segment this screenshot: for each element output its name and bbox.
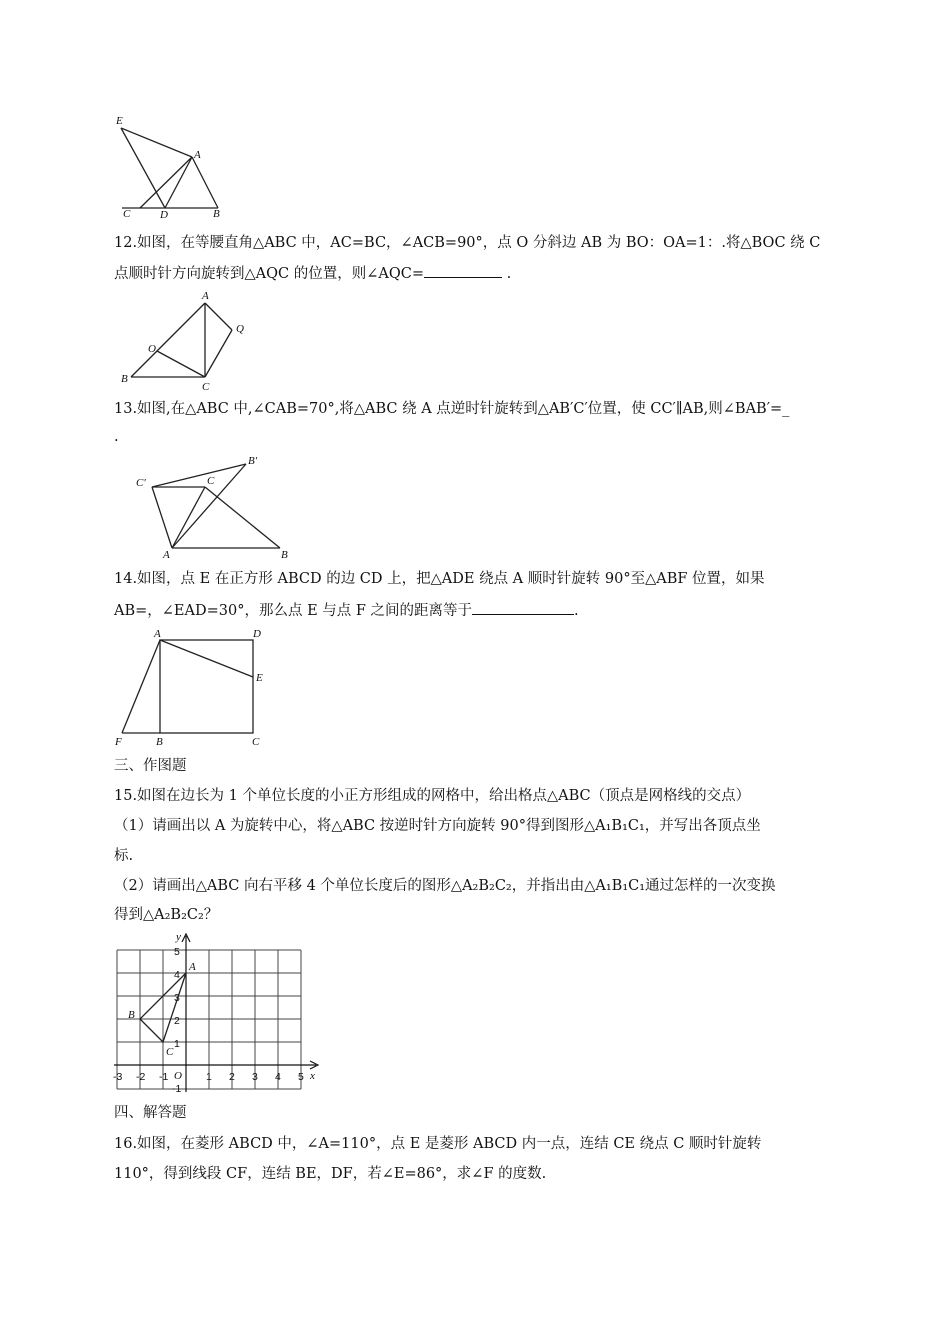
q15-x-tick-neg3: -3 <box>113 1071 123 1083</box>
q15-label-a: A <box>189 961 196 973</box>
q15-y-tick-neg1: -1 <box>172 1083 182 1095</box>
section-3-heading: 三、作图题 <box>114 758 187 774</box>
fig14-label-d: D <box>253 628 261 640</box>
fig13-label-c: C <box>207 475 215 487</box>
fig12-label-o: O <box>148 343 156 355</box>
q15-x-tick-neg2: -2 <box>136 1071 146 1083</box>
q15-y-tick-4: 4 <box>174 969 180 981</box>
q15-line1: 15.如图在边长为 1 个单位长度的小正方形组成的网格中，给出格点△ABC（顶点是网格线的交点） <box>114 788 751 804</box>
q16-line1: 16.如图，在菱形 ABCD 中，∠A=110°，点 E 是菱形 ABCD 内一点，连结 CE 绕点 C 顺时针旋转 <box>114 1136 762 1152</box>
fig12-label-b: B <box>121 373 128 385</box>
q15-origin-label: O <box>174 1070 182 1082</box>
q13-line2: . <box>114 429 119 445</box>
fig14-label-a: A <box>154 628 161 640</box>
q14-line2-text: AB=，∠EAD=30°，那么点 E 与点 F 之间的距离等于 <box>114 603 473 619</box>
q15-x-tick-3: 3 <box>252 1071 258 1083</box>
q15-axis-y-label: y <box>176 931 181 943</box>
q15-x-tick-2: 2 <box>229 1071 235 1083</box>
q14-line1: 14.如图，点 E 在正方形 ABCD 的边 CD 上，把△ADE 绕点 A 顺时针旋转 90°至△ABF 位置，如果 <box>114 571 765 587</box>
q15-line4: （2）请画出△ABC 向右平移 4 个单位长度后的图形△A₂B₂C₂，并指出由△A₁B₁C₁通过怎样的一次变换 <box>114 878 776 894</box>
fig13-label-b: B <box>281 549 288 561</box>
fig14-label-b: B <box>156 736 163 748</box>
fig13-label-a: A <box>163 549 170 561</box>
q15-y-tick-2: 2 <box>174 1015 180 1027</box>
fig12-label-q: Q <box>236 323 244 335</box>
q15-axis-x-label: x <box>310 1070 315 1082</box>
fig11-label-a: A <box>194 149 201 161</box>
q15-x-tick-1: 1 <box>206 1071 212 1083</box>
fig13-label-c-prime: C′ <box>136 477 146 489</box>
fig14-label-e: E <box>256 672 263 684</box>
q15-y-tick-3: 3 <box>174 992 180 1004</box>
q12-line2-end: . <box>506 266 512 282</box>
q12-line1: 12.如图，在等腰直角△ABC 中，AC=BC，∠ACB=90°，点 O 分斜边 AB 为 BO：OA=1：.将△BOC 绕 C <box>114 235 821 251</box>
q14-line2-end: . <box>574 603 579 619</box>
fig11-label-d: D <box>160 209 168 221</box>
fig11-label-c: C <box>123 208 131 220</box>
q15-label-c: C <box>166 1046 174 1058</box>
q12-line2-text: 点顺时针方向旋转到△AQC 的位置，则∠AQC= <box>114 266 424 282</box>
q15-line2: （1）请画出以 A 为旋转中心，将△ABC 按逆时针方向旋转 90°得到图形△A₁B₁C₁，并写出各顶点坐 <box>114 818 761 834</box>
q15-x-tick-5: 5 <box>298 1071 304 1083</box>
fig13-label-b-prime: B′ <box>248 455 258 467</box>
q15-x-tick-neg1: -1 <box>159 1071 169 1083</box>
fig12-label-a: A <box>202 290 209 302</box>
fig11-label-e: E <box>116 115 123 127</box>
section-4-heading: 四、解答题 <box>114 1105 187 1121</box>
fig12-label-c: C <box>202 381 210 393</box>
q15-y-tick-5: 5 <box>174 946 180 958</box>
q13-line1: 13.如图,在△ABC 中,∠CAB=70°,将△ABC 绕 A 点逆时针旋转到△AB′C′位置，使 CC′∥AB,则∠BAB′=_ <box>114 401 790 417</box>
q15-y-tick-1: 1 <box>174 1038 180 1050</box>
q16-line2: 110°，得到线段 CF，连结 BE，DF，若∠E=86°，求∠F 的度数. <box>114 1166 547 1182</box>
fig14-label-f: F <box>115 736 122 748</box>
q15-x-tick-4: 4 <box>275 1071 281 1083</box>
fig14-label-c: C <box>252 736 260 748</box>
q15-grid-lines <box>117 950 301 1089</box>
q15-line3: 标. <box>114 848 134 864</box>
q15-line5: 得到△A₂B₂C₂？ <box>114 907 219 923</box>
fig11-label-b: B <box>213 208 220 220</box>
q15-label-b: B <box>128 1009 135 1021</box>
